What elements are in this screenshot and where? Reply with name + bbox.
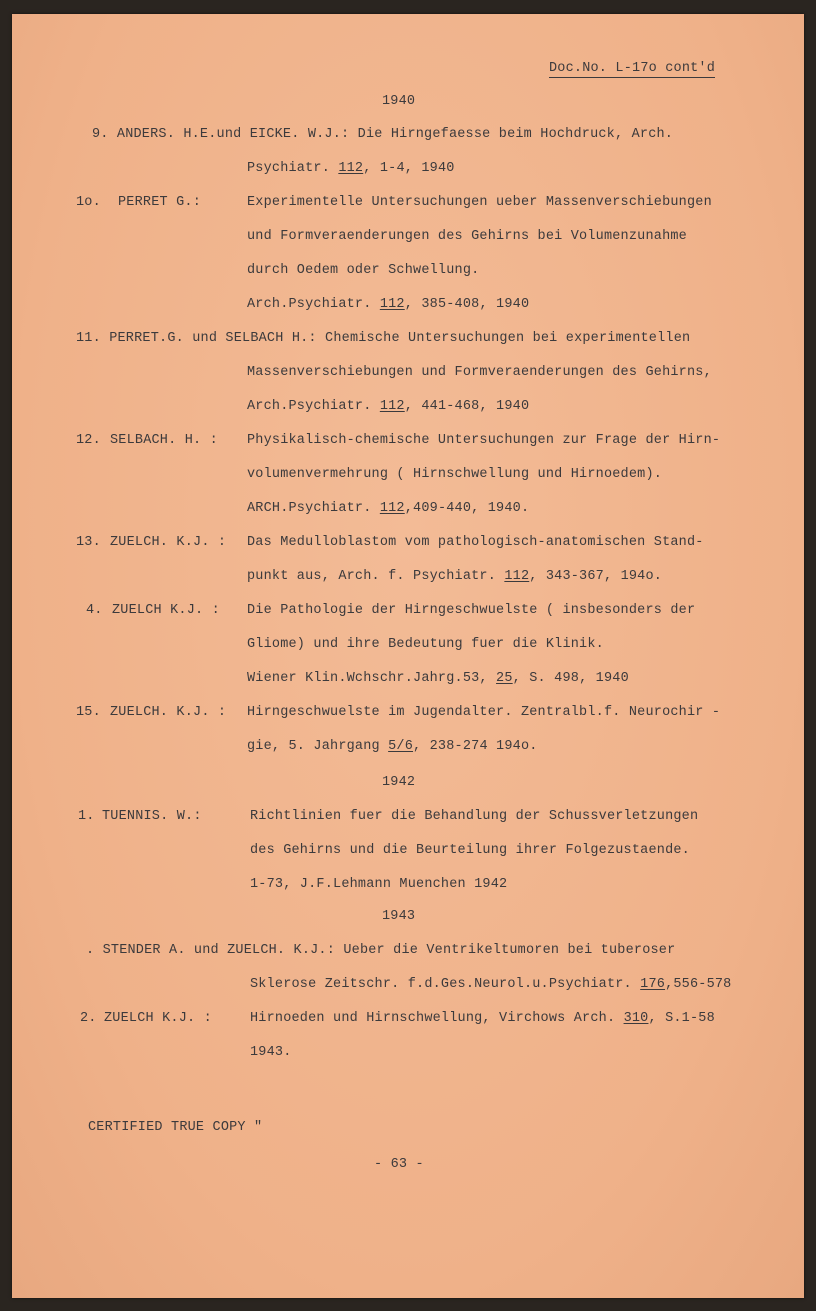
entry-10-line-4: Arch.Psychiatr. 112, 385-408, 1940 (247, 297, 530, 312)
entry-11-line-1: 11. PERRET.G. und SELBACH H.: Chemische Untersuchungen bei experimentellen (76, 331, 691, 346)
entry-16-line-3: 1-73, J.F.Lehmann Muenchen 1942 (250, 877, 508, 892)
entry-14-line-3: Wiener Klin.Wchschr.Jahrg.53, 25, S. 498, 1940 (247, 671, 629, 686)
entry-11-line-3: Arch.Psychiatr. 112, 441-468, 1940 (247, 399, 530, 414)
entry-11-line-2: Massenverschiebungen und Formveraenderungen des Gehirns, (247, 365, 712, 380)
doc-number: Doc.No. L-17o cont'd (549, 61, 716, 76)
entry-16-line-2: des Gehirns und die Beurteilung ihrer Folgezustaende. (250, 843, 690, 858)
entry-13-author: ZUELCH. K.J. : (110, 535, 227, 550)
entry-10-line-3: durch Oedem oder Schwellung. (247, 263, 480, 278)
entry-15-line-1: Hirngeschwuelste im Jugendalter. Zentralbl.f. Neurochir - (247, 705, 721, 720)
entry-13-number: 13. (76, 535, 101, 550)
certified-true-copy: CERTIFIED TRUE COPY " (88, 1120, 263, 1135)
entry-12-line-3: ARCH.Psychiatr. 112,409-440, 1940. (247, 501, 530, 516)
entry-14-author: ZUELCH K.J. : (112, 603, 220, 618)
entry-17-line-1: . STENDER A. und ZUELCH. K.J.: Ueber die Ventrikeltumoren bei tuberoser (86, 943, 676, 958)
year-heading-1943: 1943 (382, 909, 416, 924)
entry-17-line-2: Sklerose Zeitschr. f.d.Ges.Neurol.u.Psychiatr. 176,556-578 (250, 977, 732, 992)
entry-15-author: ZUELCH. K.J. : (110, 705, 227, 720)
entry-12-number: 12. (76, 433, 101, 448)
entry-18-line-2: 1943. (250, 1045, 292, 1060)
entry-18-number: 2. (80, 1011, 97, 1026)
entry-9-line-1: 9. ANDERS. H.E.und EICKE. W.J.: Die Hirngefaesse beim Hochdruck, Arch. (92, 127, 674, 142)
entry-10-number: 1o. (76, 195, 101, 210)
entry-10-author: PERRET G.: (118, 195, 202, 210)
entry-15-number: 15. (76, 705, 101, 720)
entry-13-line-2: punkt aus, Arch. f. Psychiatr. 112, 343-367, 194o. (247, 569, 663, 584)
page-number: - 63 - (374, 1157, 424, 1172)
entry-12-author: SELBACH. H. : (110, 433, 218, 448)
entry-10-line-1: Experimentelle Untersuchungen ueber Massenverschiebungen (247, 195, 712, 210)
entry-14-line-1: Die Pathologie der Hirngeschwuelste ( insbesonders der (247, 603, 696, 618)
year-heading-1942: 1942 (382, 775, 416, 790)
entry-9-line-2: Psychiatr. 112, 1-4, 1940 (247, 161, 455, 176)
entry-16-number: 1. (78, 809, 95, 824)
entry-12-line-2: volumenvermehrung ( Hirnschwellung und Hirnoedem). (247, 467, 663, 482)
document-page (12, 14, 804, 1298)
entry-18-author: ZUELCH K.J. : (104, 1011, 212, 1026)
entry-18-line-1: Hirnoeden und Hirnschwellung, Virchows Arch. 310, S.1-58 (250, 1011, 715, 1026)
entry-13-line-1: Das Medulloblastom vom pathologisch-anatomischen Stand- (247, 535, 704, 550)
entry-14-number: 4. (86, 603, 103, 618)
entry-12-line-1: Physikalisch-chemische Untersuchungen zur Frage der Hirn- (247, 433, 721, 448)
entry-10-line-2: und Formveraenderungen des Gehirns bei Volumenzunahme (247, 229, 687, 244)
entry-15-line-2: gie, 5. Jahrgang 5/6, 238-274 194o. (247, 739, 538, 754)
year-heading-1940: 1940 (382, 94, 416, 109)
entry-16-line-1: Richtlinien fuer die Behandlung der Schussverletzungen (250, 809, 699, 824)
entry-16-author: TUENNIS. W.: (102, 809, 202, 824)
entry-14-line-2: Gliome) und ihre Bedeutung fuer die Klinik. (247, 637, 604, 652)
